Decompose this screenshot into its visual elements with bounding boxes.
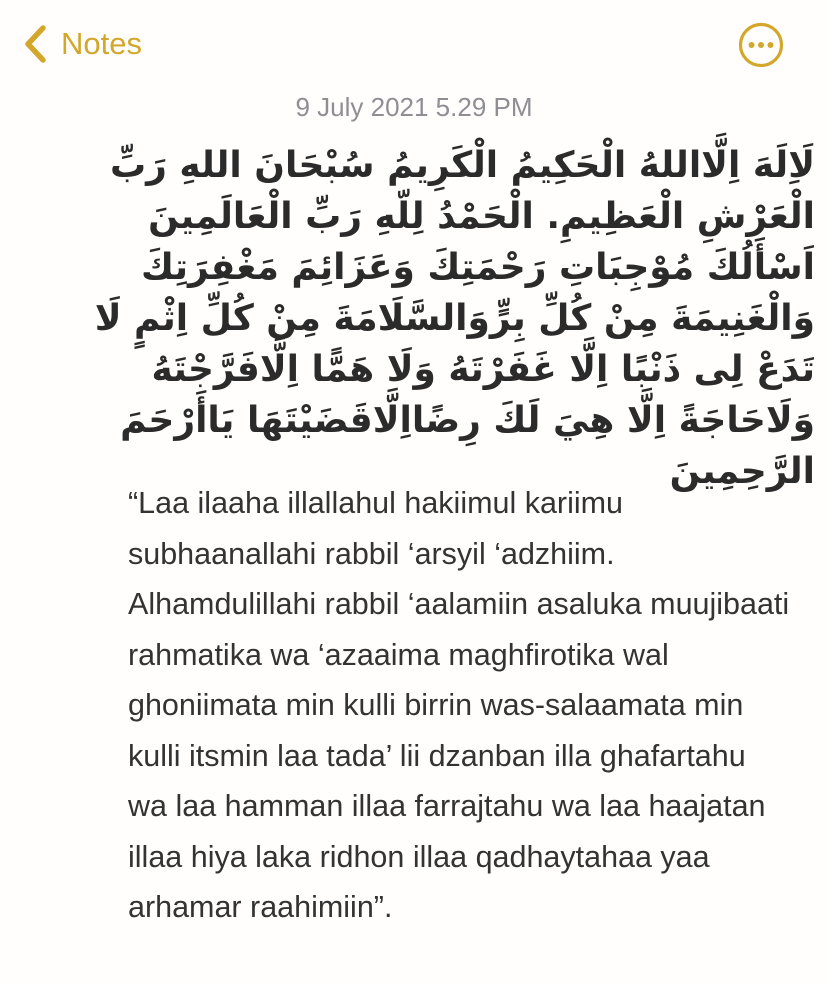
back-button[interactable] [22, 24, 142, 64]
ellipsis-circle-icon [738, 22, 784, 68]
chevron-left-icon [22, 24, 48, 64]
navigation-bar [0, 0, 828, 90]
note-timestamp: 9 July 2021 5.29 PM [295, 92, 533, 122]
note-transliteration-text[interactable]: “Laa ilaaha illallahul hakiimul kariimu subhaanallahi rabbil ‘arsyil ‘adzhiim. Alhamdulillahi rabbil ‘aalamiin asaluka muujibaati rahmatika wa ‘azaaima maghfirotika wal ghoniimata min kulli birrin was-salaamata min kulli itsmin laa tada’ lii dzanban illa ghafartahu wa laa hamman illaa farrajtahu wa laa haajatan illaa hiya laka ridhon illaa qadhaytahaa yaa arhamar raahimiin”. [128, 486, 790, 924]
note-arabic-text[interactable]: لَاِلَهَ اِلَّااللهُ الْحَكِيمُ الْكَرِيمُ سُبْحَانَ اللهِ رَبِّ الْعَرْشِ الْعَظِيمِ. الْحَمْدُ لِلّهِ رَبِّ الْعَالَمِينَ اَسْأَلُكَ مُوْجِبَاتِ رَحْمَتِكَ وَعَزَائِمَ مَغْفِرَتِكَ وَالْغَنِيمَةَ مِنْ كُلِّ بِرٍّوَالسَّلَامَةَ مِنْ كُلِّ اِثْمٍ لَا تَدَعْ لِى ذَنْبًا اِلَّا غَفَرْتَهُ وَلَا هَمًّا اِلَّافَرَّجْتَهُ وَلَاحَاجَةً اِلَّا هِيَ لَكَ رِضًااِلَّاقَضَيْتَهَا يَاأَرْحَمَ الرَّحِمِينَ [94, 145, 815, 492]
back-button-label: Notes [61, 26, 142, 61]
more-options-button[interactable] [738, 22, 784, 68]
